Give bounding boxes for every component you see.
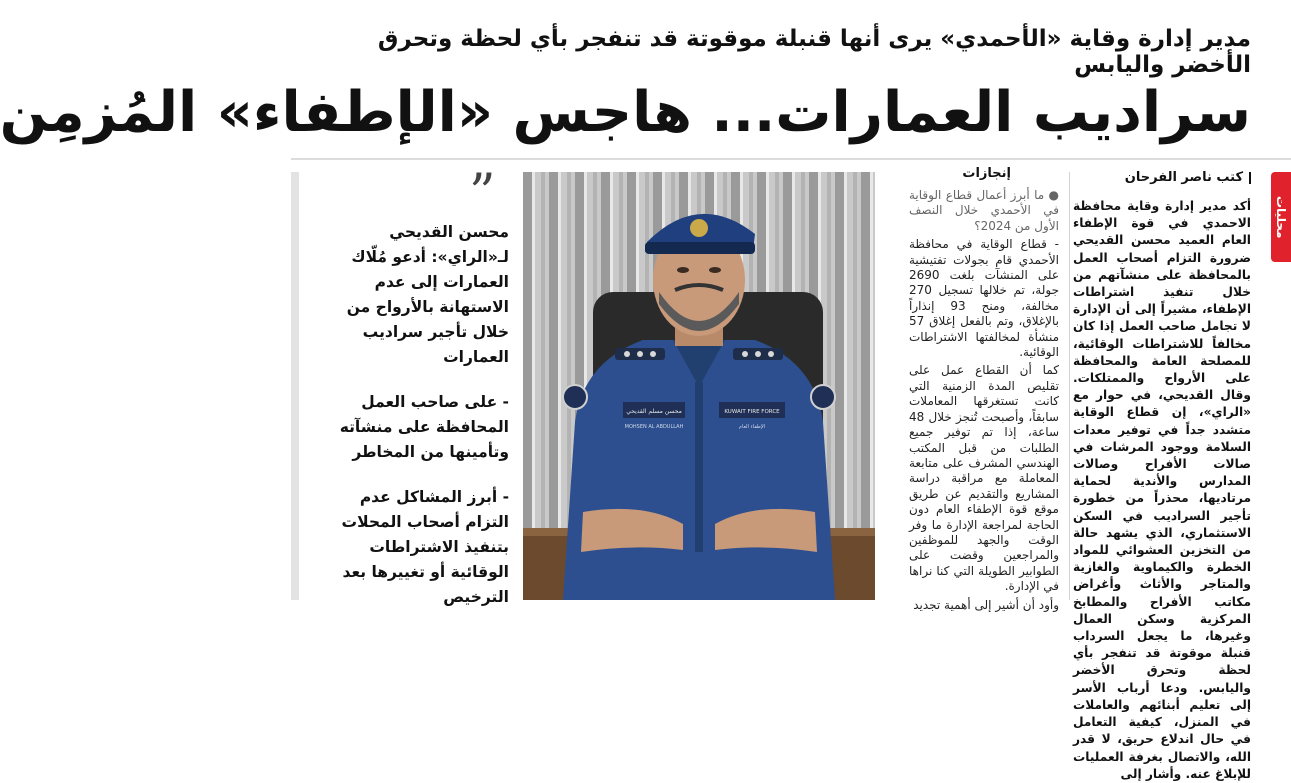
portrait-photo (523, 172, 875, 600)
pull-quote-3: - أبرز المشاكل عدم التزام أصحاب المحلات بتنفيذ الاشتراطات الوقائية أو تغييرها بعد الترخيص (341, 488, 509, 606)
article-kicker: مدير إدارة وقاية «الأحمدي» يرى أنها قنبلة موقوتة قد تنفجر بأي لحظة وتحرق الأخضر واليابس (377, 26, 1251, 78)
officer-portrait-image (523, 172, 875, 600)
section-tab[interactable] (1271, 172, 1291, 262)
interview-answer-1: - قطاع الوقاية في محافظة الأحمدي قام بجولات تفتيشية على المنشآت بلغت 2690 جولة، تم خلالها تسجيل 270 مخالفة، ومنح 93 إنذاراً بالإغلاق، وتم بالفعل إغلاق 57 منشأة لمخالفتها الاشتراطات الوقائية. (909, 237, 1059, 360)
left-gray-margin (291, 172, 299, 600)
pull-quote-1: محسن القديحي لـ«الراي»: أدعو مُلّاك العمارات إلى عدم الاستهانة بالأرواح من خلال تأجير سراديب العمارات (346, 223, 509, 366)
svg-text:محسن مسلم القديحي: محسن مسلم القديحي (626, 408, 682, 415)
body-column-middle (909, 188, 1059, 616)
header-divider (291, 158, 1291, 160)
interview-question: ● ما أبرز أعمال قطاع الوقاية في الأحمدي خلال النصف الأول من 2024؟ (909, 188, 1059, 233)
svg-text:MOHSEN AL ABDULLAH: MOHSEN AL ABDULLAH (624, 424, 684, 430)
svg-text:الإطفاء العام: الإطفاء العام (738, 424, 766, 430)
pull-quote-2: - على صاحب العمل المحافظة على منشآته وتأمينها من المخاطر (339, 393, 509, 461)
interview-answer-3: وأود أن أشير إلى أهمية تجديد (913, 597, 1059, 612)
article-headline: سراديب العمارات... هاجس «الإطفاء» المُزمِن (0, 80, 1251, 145)
section-tab-label: محليات (1274, 195, 1288, 239)
pull-quotes (313, 220, 509, 630)
column-separator (1069, 172, 1070, 600)
byline-text: كتب ناصر الفرحان (1124, 170, 1243, 185)
middle-heading: إنجازات (962, 166, 1011, 181)
body-column-right: أكد مدير إدارة وقاية محافظة الاحمدي في قوة الإطفاء العام العميد محسن القديحي ضرورة التزام أصحاب العمل بالمحافظة على منشآتهم من خلال تنفيذ اشتراطات الإطفاء، مشيراً إلى أن الإدارة لا تجامل صاحب العمل إذا كان مخالفاً للاشتراطات الوقائية، للمصلحة العامة والمحافظة على الأرواح والممتلكات. وقال القديحي، في حوار مع «الراي»، إن قطاع الوقاية متشدد جداً في توفير معدات السلامة ووجود المرشات في صالات الأفراح وصالات المدارس والأندية لحماية مرتاديها، محذراً من خطورة تأجير السراديب في السكن الاستثماري، الذي يشهد حالة من التخزين العشوائي للمواد الخطرة والكيماوية والغازية والمتاجر والأثاث وأغراض مكاتب الأفراح والمطابخ المركزية وسكن العمال وغيرها، ما يجعل السرداب قنبلة موقوتة قد تنفجر بأي لحظة وتحرق الأخضر واليابس. ودعا أرباب الأسر إلى تعليم أبنائهم والعاملات في المنزل، كيفية التعامل في حال اندلاع حريق، لا قدر الله، والاتصال بغرفة العمليات للإبلاغ عنه. وأشار إلى (1073, 199, 1251, 781)
quote-mark-icon: ” (469, 164, 496, 224)
interview-answer-2: كما أن القطاع عمل على تقليص المدة الزمنية التي كانت تستغرقها المعاملات سابقاً، وأصبحت تُنجز خلال 48 ساعة، إذا تم توفير جميع الطلبات من قبل المكتب الهندسي المشرف على متابعة المعاملة مع مراقبة دراسة المشاريع والتقديم عن طريق موقع قوة الإطفاء العام دون الحاجة لمراجعة الإدارة ما وفر الوقت والجهد للموظفين والمراجعين وقضت على الطوابير الطويلة التي كنا نراها في الإدارة. (909, 363, 1059, 594)
byline-bar (1249, 172, 1251, 184)
byline (1101, 170, 1251, 185)
svg-text:KUWAIT FIRE FORCE: KUWAIT FIRE FORCE (724, 409, 780, 415)
